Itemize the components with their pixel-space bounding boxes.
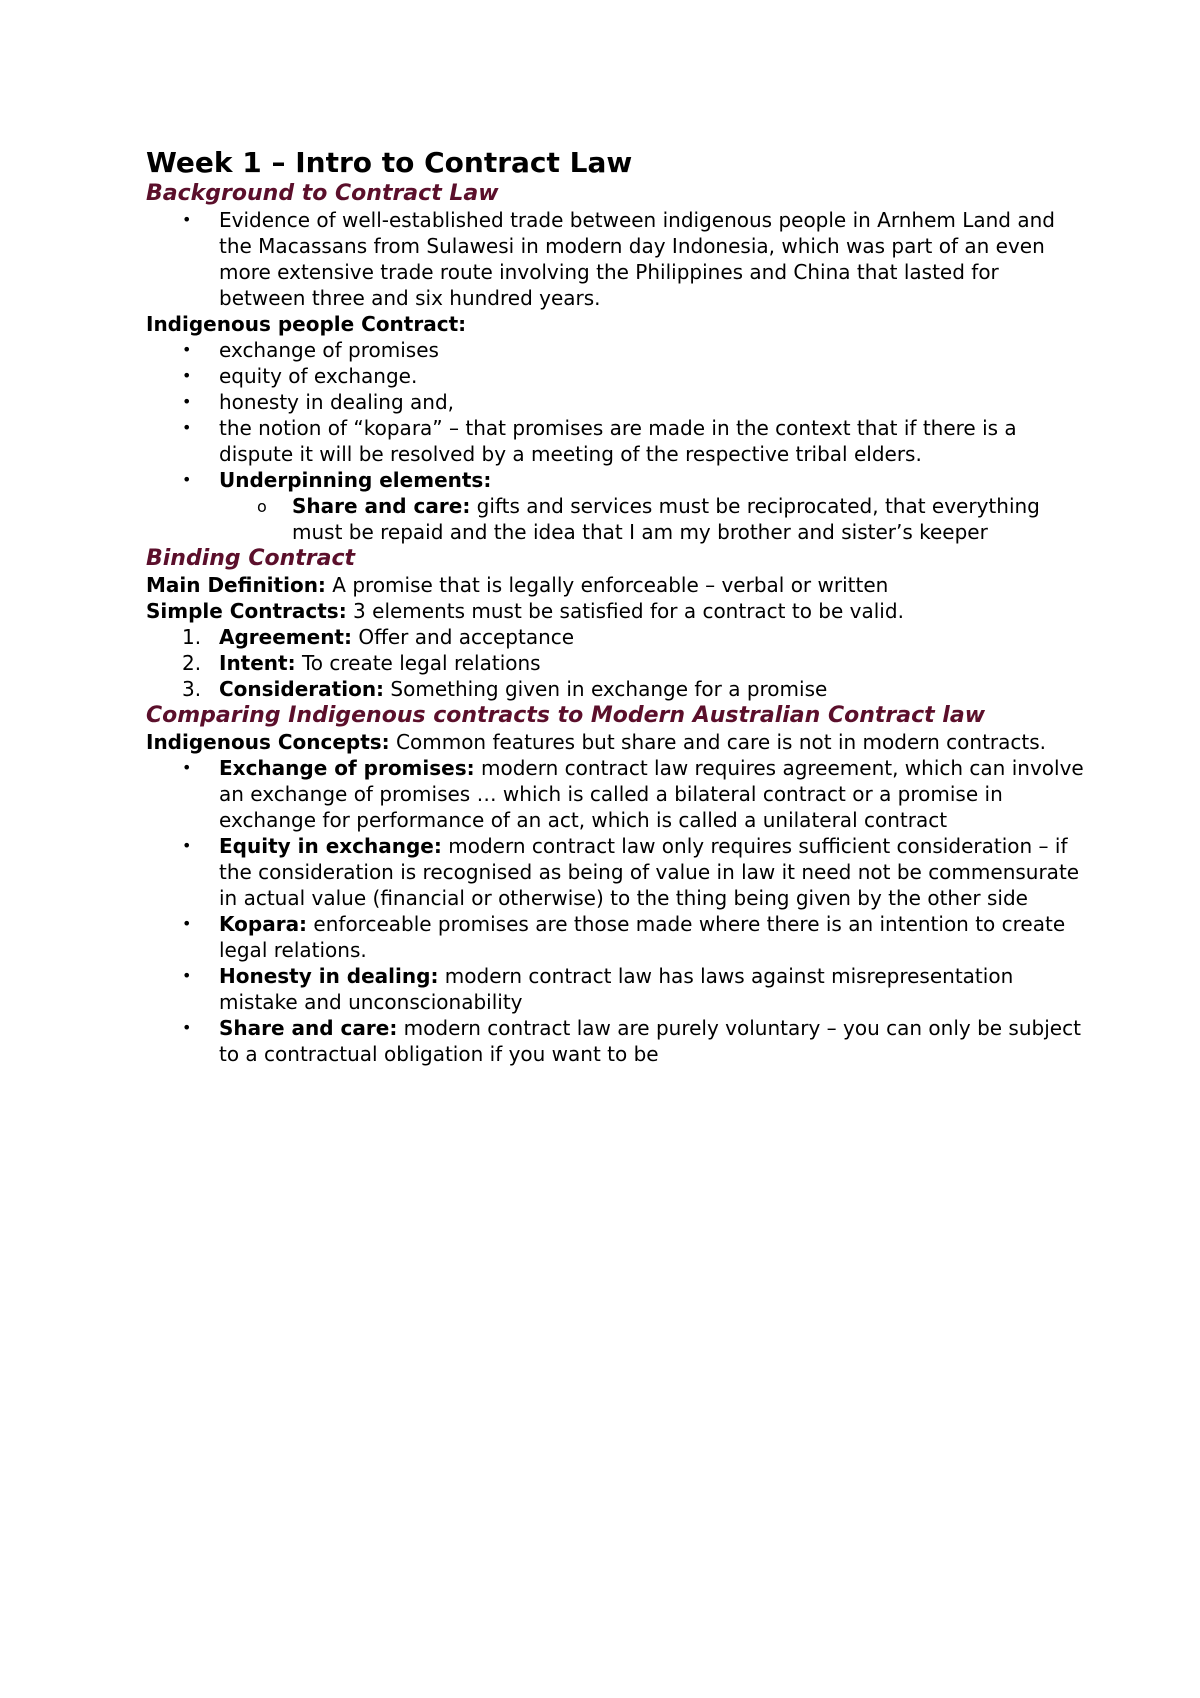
- underpinning-label: Underpinning elements:: [219, 468, 492, 492]
- bullet-marker: •: [182, 210, 192, 229]
- heading-background: Background to Contract Law: [146, 181, 499, 206]
- list-item-text: honesty in dealing and,: [219, 390, 455, 414]
- list-item: [146, 389, 1086, 415]
- document-body: [146, 140, 1086, 1067]
- bullet-marker: •: [182, 418, 192, 437]
- list-item-text: equity of exchange.: [219, 364, 418, 388]
- bullet-marker: •: [182, 392, 192, 411]
- bullet-marker: •: [182, 836, 192, 855]
- comparing-list: [146, 755, 1086, 1067]
- list-item-text: Evidence of well-established trade between indigenous people in Arnhem Land and the Macassans from Sulawesi in modern day Indonesia, which was part of an even more extensive trade route involving the Philippines and China that lasted for between three and six hundred years.: [219, 208, 1055, 310]
- bullet-marker: •: [182, 340, 192, 359]
- list-item: 3. Consideration: Something given in exchange for a promise: [182, 677, 828, 701]
- list-item: [146, 363, 1086, 389]
- elements-list: [146, 624, 1086, 702]
- list-item: 2. Intent: To create legal relations: [182, 651, 541, 675]
- list-item: • Honesty in dealing: modern contract law has laws against misrepresentation mistake and unconscionability: [182, 964, 1014, 1014]
- bullet-marker: •: [182, 1018, 192, 1037]
- indigenous-concepts: Indigenous Concepts: Common features but share and care is not in modern contracts.: [146, 730, 1046, 754]
- list-item: [146, 207, 1086, 311]
- heading-binding-contract: Binding Contract: [146, 546, 356, 571]
- list-item-text: exchange of promises: [219, 338, 439, 362]
- list-item-text: the notion of “kopara” – that promises are made in the context that if there is a dispute it will be resolved by a meeting of the respective tribal elders.: [219, 416, 1017, 466]
- bullet-marker: •: [182, 470, 192, 489]
- list-item: • Equity in exchange: modern contract law only requires sufficient consideration – if the consideration is recognised as being of value in law it need not be commensurate in actual value (financial or otherwise) to the thing being given by the other side: [182, 834, 1080, 910]
- bullet-marker: •: [182, 914, 192, 933]
- share-care-label: Share and care:: [292, 494, 471, 518]
- sub-bullet-marker: o: [257, 497, 267, 516]
- bullet-marker: •: [182, 758, 192, 777]
- list-item: • Exchange of promises: modern contract law requires agreement, which can involve an exchange of promises … which is called a bilateral contract or a promise in exchange for performance of an act, which is called a unilateral contract: [182, 756, 1084, 832]
- background-list: [146, 207, 1086, 311]
- bullet-marker: •: [182, 966, 192, 985]
- bullet-marker: •: [182, 366, 192, 385]
- indigenous-contract-label: Indigenous people Contract:: [146, 312, 467, 336]
- page-title: Week 1 – Intro to Contract Law: [146, 146, 633, 179]
- list-item: • Kopara: enforceable promises are those made where there is an intention to create legal relations.: [182, 912, 1066, 962]
- list-number: 2.: [182, 651, 202, 675]
- sub-list-item: [146, 493, 1086, 545]
- list-item: • Share and care: modern contract law are purely voluntary – you can only be subject to a contractual obligation if you want to be: [182, 1016, 1081, 1066]
- list-item: [146, 467, 1086, 493]
- list-number: 1.: [182, 625, 202, 649]
- indigenous-contract-list: [146, 337, 1086, 545]
- heading-comparing: Comparing Indigenous contracts to Modern Australian Contract law: [146, 703, 986, 728]
- list-number: 3.: [182, 677, 202, 701]
- share-care-text: gifts and services must be reciprocated, that everything must be repaid and the idea that I am my brother and sister’s keeper: [292, 494, 1040, 544]
- simple-contracts: Simple Contracts: 3 elements must be satisfied for a contract to be valid.: [146, 599, 904, 623]
- list-item: [146, 337, 1086, 363]
- main-definition: Main Definition: A promise that is legally enforceable – verbal or written: [146, 573, 889, 597]
- list-item: 1. Agreement: Offer and acceptance: [182, 625, 575, 649]
- list-item: [146, 415, 1086, 467]
